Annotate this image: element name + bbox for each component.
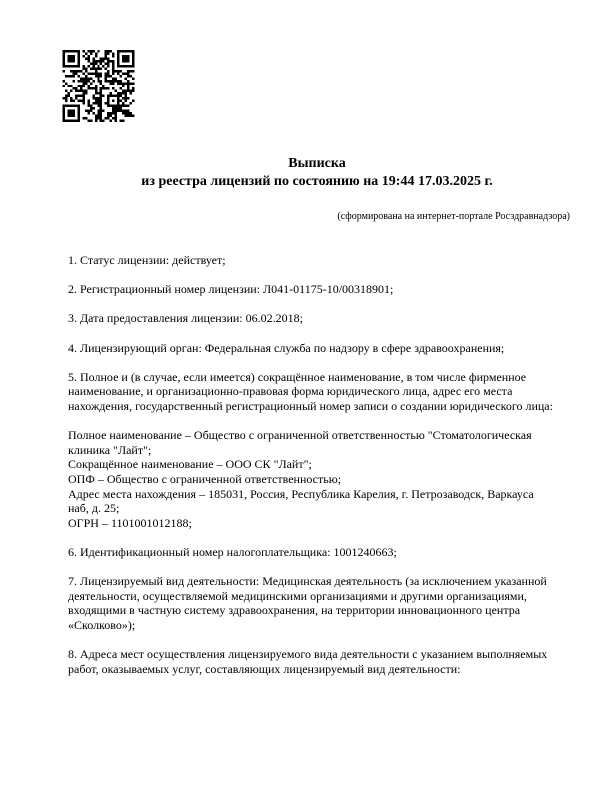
license-grant-date: 3. Дата предоставления лицензии: 06.02.2018; — [68, 311, 303, 326]
document-body — [68, 253, 556, 676]
license-status: 1. Статус лицензии: действует; — [68, 253, 226, 267]
document-subtitle: (сформирована на интернет-портале Росздравнадзора) — [337, 211, 570, 222]
org-address: Адрес места нахождения – 185031, Россия, Республика Карелия, г. Петрозаводск, Варкауса наб, д. 25; — [68, 486, 534, 516]
taxpayer-id: 6. Идентификационный номер налогоплательщика: 1001240663; — [68, 544, 397, 559]
org-legal-form: ОПФ – Общество с ограниченной ответственностью; — [68, 471, 342, 486]
license-registration-number: 2. Регистрационный номер лицензии: Л041-01175-10/00318901; — [68, 282, 394, 297]
licensing-authority: 4. Лицензирующий орган: Федеральная служба по надзору в сфере здравоохранения; — [68, 340, 505, 355]
title-line-1: Выписка — [288, 156, 346, 171]
organization-block — [68, 428, 556, 530]
title-line-2: из реестра лицензий по состоянию на 19:44 17.03.2025 г. — [141, 174, 493, 189]
activity-addresses-heading: 8. Адреса мест осуществления лицензируемого вида деятельности с указанием выполняемых работ, оказываемых услуг, составляющих лицензируемый вид деятельности: — [68, 647, 548, 676]
qr-code-icon — [62, 50, 135, 122]
org-short-name: Сокращённое наименование – ООО СК "Лайт"; — [68, 457, 312, 472]
document-title — [68, 0, 566, 191]
licensed-activity: 7. Лицензируемый вид деятельности: Медицинская деятельность (за исключением указанной деятельности, осуществляемой медицинскими организациями и другими организациями, входящими в частную систему здравоохранения, на территории инновационного центра «Сколково»); — [68, 574, 547, 632]
org-full-name: Полное наименование – Общество с ограниченной ответственностью "Стоматологическая клиника "Лайт"; — [68, 428, 532, 457]
org-ogrn: ОГРН – 1101001012188; — [68, 515, 192, 530]
organization-info-heading: 5. Полное и (в случае, если имеется) сокращённое наименование, в том числе фирменное наименование, и организационно-правовая форма юридического лица, адрес его места нахождения, государственный регистрационный номер записи о создании юридического лица: — [68, 369, 553, 413]
